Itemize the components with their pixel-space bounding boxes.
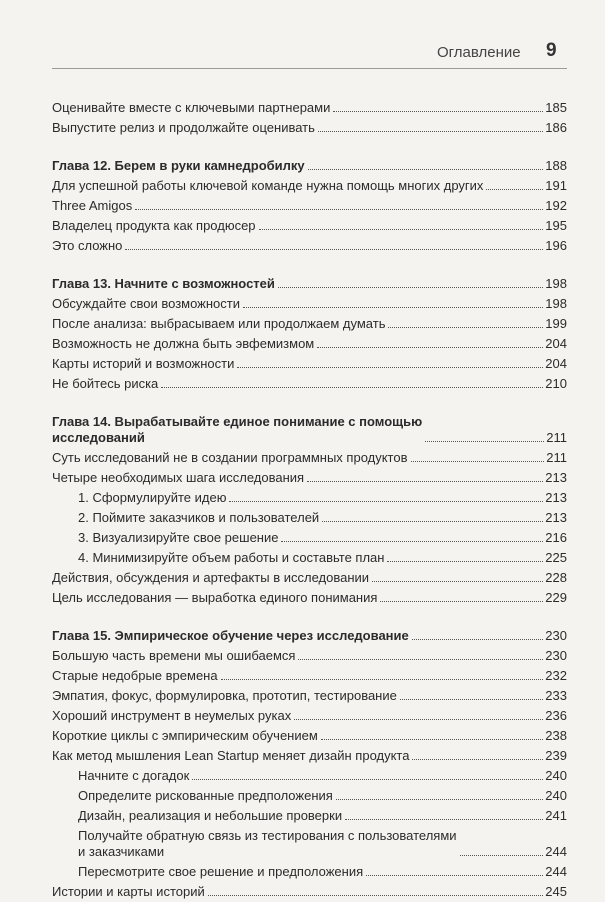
dot-leader (388, 327, 543, 328)
toc-entry-page: 213 (545, 490, 567, 505)
dot-leader (125, 249, 543, 250)
toc-entry-title-line2: и заказчиками (78, 844, 165, 859)
toc-entry (52, 706, 567, 726)
toc-entry-page: 241 (545, 808, 567, 823)
dot-leader (336, 799, 543, 800)
toc-entry (52, 726, 567, 746)
toc-entry-page: 233 (545, 688, 567, 703)
dot-leader (317, 347, 543, 348)
toc-entry-title: Цель исследования — выработка единого понимания (52, 590, 378, 605)
toc-chapter-entry (52, 626, 567, 646)
toc-entry (52, 666, 567, 686)
toc-subentry (52, 548, 567, 568)
toc-entry (52, 236, 567, 256)
toc-entry-title: 2. Поймите заказчиков и пользователей (78, 510, 320, 525)
toc-entry (52, 374, 567, 394)
toc-entry-page: 239 (545, 748, 567, 763)
toc-entry (52, 686, 567, 706)
toc-entry (52, 98, 567, 118)
section-gap (52, 138, 567, 156)
toc-entry-title: Three Amigos (52, 198, 133, 213)
dot-leader (372, 581, 543, 582)
toc-entry-title: Как метод мышления Lean Startup меняет дизайн продукта (52, 748, 410, 763)
toc-entry-page: 244 (545, 864, 567, 879)
toc-entry-page: 185 (545, 100, 567, 115)
toc-chapter-title: Глава 13. Начните с возможностей (52, 276, 275, 291)
toc-entry (52, 882, 567, 902)
toc-entry-title: Владелец продукта как продюсер (52, 218, 256, 233)
dot-leader (460, 855, 544, 856)
toc-entry-page: 204 (545, 356, 567, 371)
toc-entry-page: 240 (545, 788, 567, 803)
toc-entry-title: Эмпатия, фокус, формулировка, прототип, тестирование (52, 688, 397, 703)
toc-entry-title: Определите рискованные предположения (78, 788, 333, 803)
toc-chapter-title (52, 414, 422, 446)
toc-entry-page: 211 (546, 430, 567, 445)
toc-subentry (52, 508, 567, 528)
toc-entry-page: 230 (545, 648, 567, 663)
dot-leader (307, 481, 543, 482)
toc-entry-title-line1: Получайте обратную связь из тестирования с пользователями (78, 828, 457, 843)
toc-entry-title: Действия, обсуждения и артефакты в исследовании (52, 570, 370, 585)
toc-entry-title: Большую часть времени мы ошибаемся (52, 648, 296, 663)
toc-entry (52, 448, 567, 468)
toc-entry-page: 204 (545, 336, 567, 351)
toc-entry-page: 213 (545, 510, 567, 525)
toc-entry-page: 240 (545, 768, 567, 783)
toc-entry (52, 568, 567, 588)
toc-entry-page: 188 (545, 158, 567, 173)
dot-leader (294, 719, 543, 720)
toc-chapter-entry (52, 274, 567, 294)
dot-leader (298, 659, 543, 660)
dot-leader (278, 287, 543, 288)
dot-leader (486, 189, 543, 190)
toc-entry-page: 195 (545, 218, 567, 233)
dot-leader (387, 561, 543, 562)
toc-entry (52, 468, 567, 488)
toc-entry-page: 186 (545, 120, 567, 135)
toc-entry (52, 294, 567, 314)
toc-entry-page: 225 (545, 550, 567, 565)
toc-entry-title: Не бойтесь риска (52, 376, 159, 391)
toc-entry-page: 245 (545, 884, 567, 899)
toc-entry-page: 229 (545, 590, 567, 605)
dot-leader (412, 759, 543, 760)
toc-entry-page: 232 (545, 668, 567, 683)
toc-entry (52, 646, 567, 666)
toc-subentry (52, 826, 567, 862)
section-gap (52, 608, 567, 626)
toc-entry (52, 216, 567, 236)
dot-leader (412, 639, 544, 640)
dot-leader (400, 699, 543, 700)
toc-entry-title: Оценивайте вместе с ключевыми партнерами (52, 100, 331, 115)
toc-entry-title (78, 828, 457, 860)
toc-entry-page: 236 (545, 708, 567, 723)
toc-subentry (52, 862, 567, 882)
toc-subentry (52, 766, 567, 786)
toc-entry-title: Выпустите релиз и продолжайте оценивать (52, 120, 315, 135)
page-number: 9 (546, 40, 557, 61)
toc-subentry (52, 806, 567, 826)
dot-leader (321, 739, 544, 740)
toc-entry-page: 191 (545, 178, 567, 193)
dot-leader (322, 521, 543, 522)
toc-entry-title: Возможность не должна быть эвфемизмом (52, 336, 315, 351)
dot-leader (380, 601, 543, 602)
toc-entry (52, 314, 567, 334)
toc-entry-page: 192 (545, 198, 567, 213)
dot-leader (221, 679, 544, 680)
dot-leader (135, 209, 543, 210)
header-divider (52, 68, 567, 69)
toc-entry (52, 746, 567, 766)
toc-entry-page: 238 (545, 728, 567, 743)
toc-entry-title: Карты историй и возможности (52, 356, 235, 371)
section-gap (52, 394, 567, 412)
toc-chapter-entry (52, 412, 567, 448)
toc-entry-page: 198 (545, 276, 567, 291)
toc-subentry (52, 528, 567, 548)
toc-entry-title: 4. Минимизируйте объем работы и составьте план (78, 550, 385, 565)
dot-leader (237, 367, 543, 368)
toc-entry (52, 196, 567, 216)
dot-leader (243, 307, 543, 308)
toc-entry-title: Короткие циклы с эмпирическим обучением (52, 728, 318, 743)
toc-entry-title: Суть исследований не в создании программных продуктов (52, 450, 408, 465)
dot-leader (208, 895, 544, 896)
toc-entry-page: 199 (545, 316, 567, 331)
dot-leader (192, 779, 543, 780)
toc-entry-page: 210 (545, 376, 567, 391)
dot-leader (366, 875, 543, 876)
toc-entry-title: Истории и карты историй (52, 884, 205, 899)
toc-entry-title: Четыре необходимых шага исследования (52, 470, 305, 485)
toc-entry (52, 334, 567, 354)
toc-entry (52, 118, 567, 138)
toc-entry-page: 244 (545, 844, 567, 859)
toc-entry-page: 198 (545, 296, 567, 311)
dot-leader (229, 501, 543, 502)
toc-chapter-title-line1: Глава 14. Вырабатывайте единое понимание с помощью (52, 414, 423, 429)
toc-entry-title: Старые недобрые времена (52, 668, 218, 683)
toc-subentry (52, 488, 567, 508)
dot-leader (411, 461, 545, 462)
toc-entry-title: Обсуждайте свои возможности (52, 296, 240, 311)
toc-entry (52, 588, 567, 608)
dot-leader (259, 229, 544, 230)
toc-entry (52, 354, 567, 374)
toc-entry-page: 216 (545, 530, 567, 545)
toc-entry-title: После анализа: выбрасываем или продолжаем думать (52, 316, 386, 331)
toc-entry-title: Это сложно (52, 238, 123, 253)
toc-chapter-title-line2: исследований (52, 430, 145, 445)
page-header (0, 38, 605, 68)
running-head-title: Оглавление (437, 44, 521, 61)
toc-entry-page: 230 (545, 628, 567, 643)
toc-entry-title: 1. Сформулируйте идею (78, 490, 227, 505)
section-gap (52, 256, 567, 274)
toc-entry-page: 196 (545, 238, 567, 253)
dot-leader (308, 169, 544, 170)
toc-entry-page: 228 (545, 570, 567, 585)
toc-entry (52, 176, 567, 196)
dot-leader (345, 819, 543, 820)
toc-entry-title: Хороший инструмент в неумелых руках (52, 708, 292, 723)
toc-chapter-title: Глава 12. Берем в руки камнедробилку (52, 158, 305, 173)
toc-chapter-title: Глава 15. Эмпирическое обучение через исследование (52, 628, 409, 643)
toc-entry-title: Дизайн, реализация и небольшие проверки (78, 808, 343, 823)
toc-entry-title: Для успешной работы ключевой команде нужна помощь многих других (52, 178, 484, 193)
table-of-contents (52, 98, 567, 902)
dot-leader (281, 541, 543, 542)
toc-entry-title: Пересмотрите свое решение и предположения (78, 864, 364, 879)
toc-entry-title: 3. Визуализируйте свое решение (78, 530, 279, 545)
dot-leader (333, 111, 543, 112)
dot-leader (161, 387, 543, 388)
dot-leader (318, 131, 543, 132)
toc-entry-title: Начните с догадок (78, 768, 190, 783)
toc-entry-page: 211 (546, 450, 567, 465)
toc-chapter-entry (52, 156, 567, 176)
dot-leader (425, 441, 544, 442)
toc-subentry (52, 786, 567, 806)
toc-entry-page: 213 (545, 470, 567, 485)
